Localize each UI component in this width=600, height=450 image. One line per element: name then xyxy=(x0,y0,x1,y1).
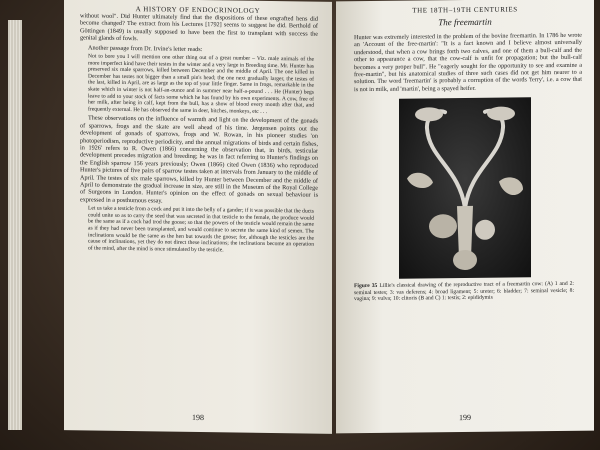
paragraph: Hunter was extremely interested in the problem of the bovine freemartin. In 1786 he wrote an 'Account of the free-martin': "It is a fact known and I believe almost universally understood, that when a cow brings forth two calves, and one of them a bull-calf and the other to appearance a cow, that the cow-calf is unfit for propagation; but the bull-calf becomes a very proper bull". He "eagerly sought for the opportunity to see and examine a free-martin", but his anatomical studies of three such cases did not get him nearer to a solution. The word 'freemartin' is probably a corruption of the words 'ferry', i.e. a cow that is not in milk, and 'martin', being a spayed heifer. xyxy=(354,31,582,94)
left-text-bottom xyxy=(80,115,318,207)
freemartin-figure xyxy=(399,98,531,279)
figure-caption xyxy=(354,281,574,303)
right-text xyxy=(354,32,582,94)
paragraph: Another passage from Dr. Irvine's letter reads: xyxy=(88,44,203,53)
right-page xyxy=(336,0,594,433)
paragraph: These observations on the influence of warmth and light on the development of the gonads of sparrows, frogs and the skate are well ahead of his time. Jørgensen points out the development of gonads of sparrows, frogs and W. Rowan, in his pioneer studies 'on photoperiodism, reproductive periodicity, and the annual migrations of birds and certain fishes, in 1926' refers to R. Owen (1866) concerning the observation that, in birds, testicular development precedes migration and breeding; he was in fact referring to Hunter's findings on the English sparrow 156 years previously; Owen (1866) cited Owen (1836) who reproduced Hunter's pictures of five pairs of sparrow testes taken at intervals from January to the middle of April. The testes of six male sparrows, killed by Hunter between December and the middle of April to demonstrate the gradual increase in size, are still in the Museum of the Royal College of Surgeons in London. Hunter's opinion on the effect of gonads on sexual behaviour is expressed in a posthumous essay. xyxy=(80,114,318,205)
open-book xyxy=(44,0,582,440)
figure-label: Figure 35 xyxy=(354,283,378,290)
paragraph: without wool". Did Hunter ultimately find that the dispositions of these engrafted hens did become changed? The extract from his Lectures [1792] seems to suggest he did. Berthold of Göttingen (1849) is usually supposed to have been the first to transplant with success the genital glands of fowls. xyxy=(80,12,318,43)
page-number-left: 198 xyxy=(192,412,204,423)
page-number-right: 199 xyxy=(459,412,471,423)
left-page xyxy=(64,0,332,434)
running-head-right: THE 18TH–19TH CENTURIES xyxy=(412,5,518,15)
block-quote: Not to bore you I will mention one other thing out of a great number – Viz. male animals of the more imperfect kind have their testes in the winter and a very large in Breeding time. Mr. Hunter has preserved six male sparrows, killed between December and the middle of April. The one killed in December has testes not bigger than a small pin's head; the one next gradually larger, the testes of the last, killed in April, are as large as the top of your little finger. Same in frogs, remarkable in the skate which in winter is not half-an-ounce and in summer near half-a-pound . . . He (Hunter) begs leave to add to your stock of facts some which he has found by his own experiments. A cow, free of her milk, after being in calf, kept from the bull, has a show of blood every month after that, and frequently external. He has observed the same in deer, bitches, monkeys, etc . . . xyxy=(88,53,314,115)
left-text-top xyxy=(80,12,318,54)
section-title: The freemartin xyxy=(438,16,492,28)
book-left-edge xyxy=(8,20,22,430)
figure-caption-text: Lillie's classical drawing of the reproductive tract of a freemartin cow: (A) 1 and 2: seminal testes; 3: vas deferens; 4: broad ligament; 5: ureter; 6: bladder; 7: seminal vesicle; 8: vagina; 9: vulva; 10: clitoris (B and C) 1: testis; 2: epididymis xyxy=(354,281,574,303)
running-head-left: A HISTORY OF ENDOCRINOLOGY xyxy=(135,5,261,15)
block-quote: Let us take a testicle from a cock and put it into the belly of a gander; if it was possible that the ducts could unite so as to carry the seed that was secreted in that testicle to the female, the produce would be the same as if a cock had trod the goose; so that the powers of the testicle would remain the same as if they had never been transplanted, and would continue to secrete the same kind of semen. The inclinations would be the same as the hen but towards the goose; for, although the testicles are the cause of inclinations, yet they do not direct these inclinations; the inclinations become an operation of the mind, after the mind is once stimulated by the testicle. xyxy=(88,205,314,254)
reproductive-tract-drawing xyxy=(399,98,531,279)
